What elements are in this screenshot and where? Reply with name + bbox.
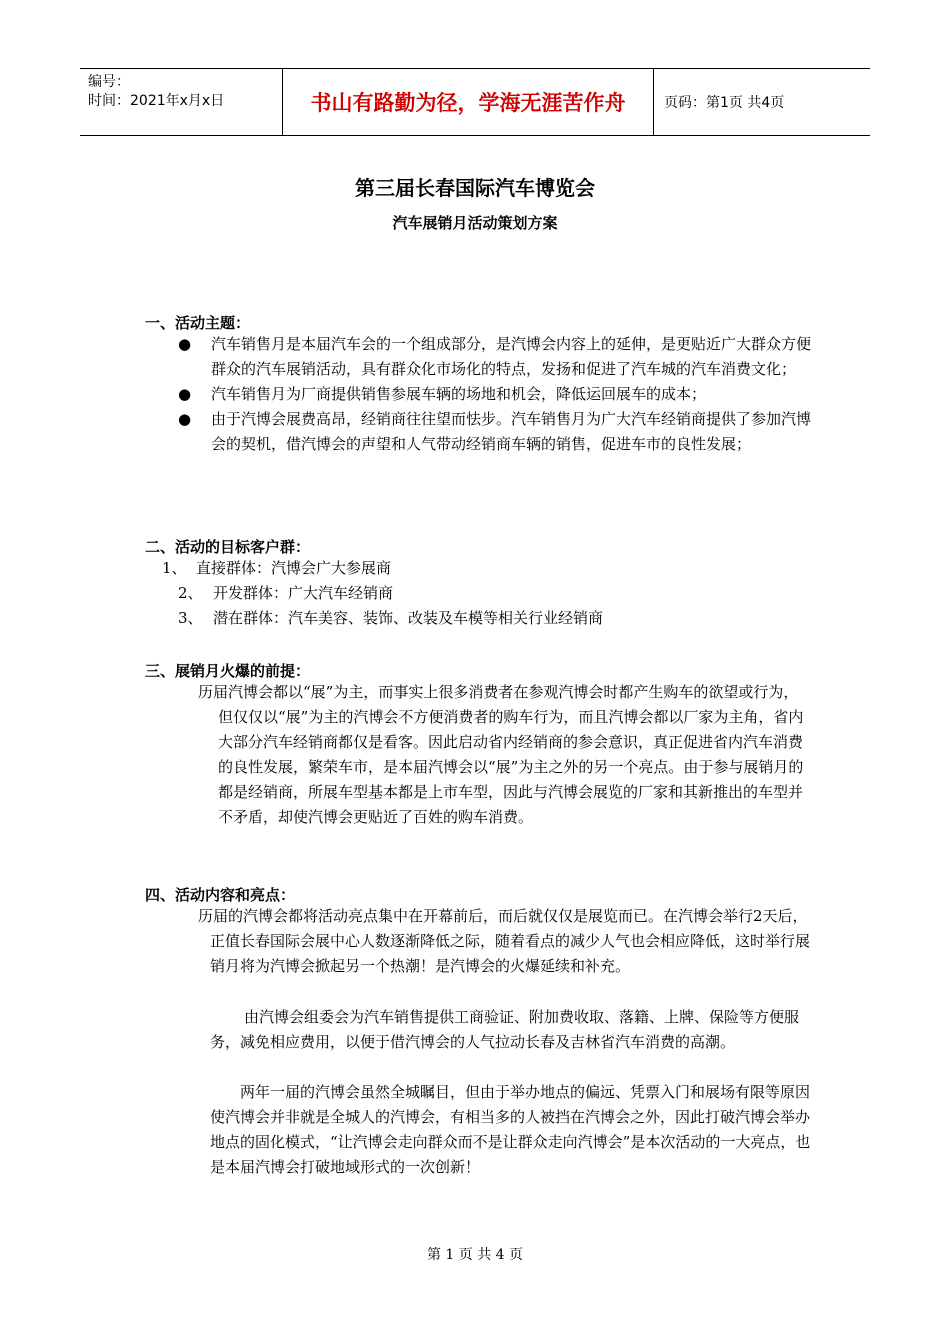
section-2-heading: 二、活动的目标客户群： xyxy=(145,538,311,556)
section-1-heading: 一、活动主题： xyxy=(145,314,251,332)
bullet-item xyxy=(178,407,818,457)
bullet-item xyxy=(178,382,818,407)
section-4-paragraph-1 xyxy=(198,904,810,979)
bullet-text: 汽车销售月为厂商提供销售参展车辆的场地和机会，降低运回展车的成本； xyxy=(211,385,707,403)
bullet-icon: ● xyxy=(178,410,192,428)
bullet-item xyxy=(178,332,818,382)
section-4-heading: 四、活动内容和亮点： xyxy=(145,886,296,904)
list-item-number: 1、 xyxy=(162,559,187,577)
list-item-number: 2、 xyxy=(178,584,203,602)
number-label: 编号： xyxy=(88,74,130,90)
list-item-text: 开发群体：广大汽车经销商 xyxy=(213,584,394,602)
time-label: 时间：2021年x月x日 xyxy=(88,93,225,109)
page-footer: 第 1 页 共 4 页 xyxy=(426,1247,524,1263)
header-left-cell xyxy=(80,69,282,135)
bullet-text: 汽车销售月是本届汽车会的一个组成部分，是汽博会内容上的延伸，是更贴近广大群众方便群众的汽车展销活动，具有群众化市场化的特点，发扬和促进了汽车城的汽车消费文化； xyxy=(211,335,812,378)
header-page-label: 页码：第1页 共4页 xyxy=(664,95,785,111)
list-item xyxy=(162,556,391,581)
section-4-text-1: 历届的汽博会都将活动亮点集中在开幕前后，而后就仅仅是展览而已。在汽博会举行2天后，正值长春国际会展中心人数逐渐降低之际，随着看点的减少人气也会相应降低，这时举行展销月将为汽博会掀起另一个热潮！是汽博会的火爆延续和补充。 xyxy=(198,907,811,975)
list-item-text: 潜在群体：汽车美容、装饰、改装及车模等相关行业经销商 xyxy=(213,609,604,627)
bullet-text: 由于汽博会展费高昂，经销商往往望而怯步。汽车销售月为广大汽车经销商提供了参加汽博会的契机，借汽博会的声望和人气带动经销商车辆的销售，促进车市的良性发展； xyxy=(211,410,812,453)
section-4-paragraph-3: 两年一届的汽博会虽然全城瞩目，但由于举办地点的偏远、凭票入门和展场有限等原因使汽博会并非就是全城人的汽博会，有相当多的人被挡在汽博会之外，因此打破汽博会举办地点的固化模式，“让汽博会走向群众而不是让群众走向汽博会”是本次活动的一大亮点，也是本届汽博会打破地域形式的一次创新！ xyxy=(210,1083,811,1176)
header-table xyxy=(80,68,870,136)
section-3-text: 历届汽博会都以“展”为主，而事实上很多消费者在参观汽博会时都产生购车的欲望或行为，但仅仅以“展”为主的汽博会不方便消费者的购车行为，而且汽博会都以厂家为主角，省内大部分汽车经销商都仅是看客。因此启动省内经销商的参会意识，真正促进省内汽车消费的良性发展，繁荣车市，是本届汽博会以“展”为主之外的另一个亮点。由于参与展销月的都是经销商，所展车型基本都是上市车型，因此与汽博会展览的厂家和其新推出的车型并不矛盾，却使汽博会更贴近了百姓的购车消费。 xyxy=(198,683,804,826)
section-1-bullet-list xyxy=(178,332,818,457)
document-title: 第三届长春国际汽车博览会 xyxy=(355,176,595,200)
list-item xyxy=(178,581,393,606)
section-3-heading: 三、展销月火爆的前提： xyxy=(145,662,311,680)
list-item-text: 直接群体：汽博会广大参展商 xyxy=(196,559,392,577)
bullet-icon: ● xyxy=(178,335,192,353)
section-3-paragraph xyxy=(198,680,810,830)
list-item-number: 3、 xyxy=(178,609,203,627)
section-4-paragraph-2: 由汽博会组委会为汽车销售提供工商验证、附加费收取、落籍、上牌、保险等方便服务，减免相应费用，以便于借汽博会的人气拉动长春及吉林省汽车消费的高潮。 xyxy=(210,1008,800,1051)
list-item xyxy=(178,606,603,631)
header-motto: 书山有路勤为径，学海无涯苦作舟 xyxy=(282,69,654,135)
bullet-icon: ● xyxy=(178,385,192,403)
document-subtitle: 汽车展销月活动策划方案 xyxy=(392,214,558,232)
